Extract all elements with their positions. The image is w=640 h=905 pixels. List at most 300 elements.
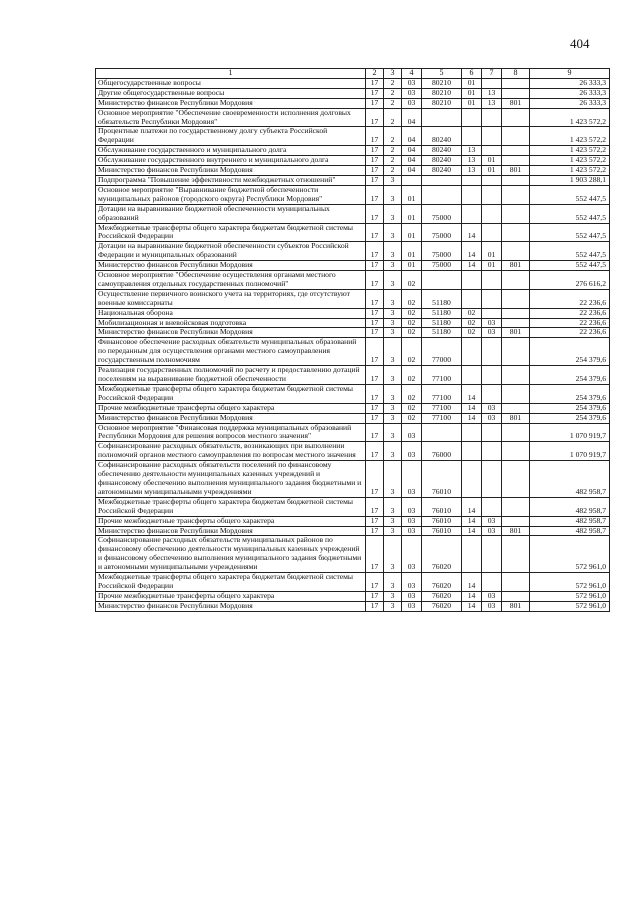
code-cell [482,127,502,146]
code-cell [482,338,502,366]
code-cell: 17 [366,328,384,338]
amount: 552 447,5 [530,185,610,204]
amount: 1 423 572,2 [530,108,610,127]
amount: 254 379,6 [530,403,610,413]
code-cell [422,423,462,442]
code-cell: 02 [402,271,422,290]
table-row [96,516,610,526]
code-cell: 75000 [422,242,462,261]
code-cell: 17 [366,461,384,498]
code-cell: 75000 [422,223,462,242]
code-cell [502,175,530,185]
code-cell: 76000 [422,442,462,461]
amount: 572 961,0 [530,601,610,611]
table-row [96,78,610,88]
item-name: Процентные платежи по государственному долгу субъекта Российской Федерации [96,127,366,146]
code-cell: 02 [462,318,482,328]
code-cell: 03 [482,413,502,423]
amount: 1 423 572,2 [530,166,610,176]
table-row [96,328,610,338]
item-name: Осуществление первичного воинского учета на территориях, где отсутствуют военные комиссариаты [96,289,366,308]
code-cell: 03 [402,78,422,88]
header-cell: 5 [422,69,462,79]
item-name: Софинансирование расходных обязательств поселений по финансовому обеспечению деятельности муниципальных казенных учреждений и финансовому обеспечению выполнения муниципального задания бюджетными и автономными муниципальными учреждениями [96,461,366,498]
code-cell: 77100 [422,413,462,423]
table-row [96,127,610,146]
code-cell [402,175,422,185]
code-cell: 01 [402,223,422,242]
item-name: Министерство финансов Республики Мордовия [96,261,366,271]
code-cell: 2 [384,166,402,176]
code-cell: 3 [384,526,402,536]
code-cell: 03 [482,601,502,611]
code-cell: 03 [402,601,422,611]
code-cell: 2 [384,127,402,146]
item-name: Финансовое обеспечение расходных обязательств муниципальных образований по переданным для осуществления органами местного самоуправления государственным полномочиям [96,338,366,366]
amount: 482 958,7 [530,461,610,498]
table-row [96,185,610,204]
code-cell: 03 [402,497,422,516]
item-name: Другие общегосударственные вопросы [96,88,366,98]
item-name: Прочие межбюджетные трансферты общего характера [96,403,366,413]
code-cell: 01 [462,88,482,98]
code-cell [502,497,530,516]
code-cell: 3 [384,516,402,526]
code-cell [502,185,530,204]
code-cell [502,403,530,413]
code-cell: 801 [502,328,530,338]
code-cell [502,308,530,318]
code-cell: 801 [502,413,530,423]
item-name: Подпрограмма "Повышение эффективности межбюджетных отношений" [96,175,366,185]
code-cell: 80240 [422,156,462,166]
item-name: Национальная оборона [96,308,366,318]
code-cell: 75000 [422,261,462,271]
amount: 22 236,6 [530,289,610,308]
code-cell [482,175,502,185]
code-cell [502,461,530,498]
item-name: Министерство финансов Республики Мордовия [96,328,366,338]
item-name: Софинансирование расходных обязательств, возникающих при выполнении полномочий органов местного самоуправления по вопросам местного значения [96,442,366,461]
code-cell [462,185,482,204]
code-cell: 17 [366,289,384,308]
table-row [96,108,610,127]
table-row [96,461,610,498]
code-cell: 76020 [422,536,462,573]
table-row [96,497,610,516]
code-cell: 2 [384,108,402,127]
amount: 1 070 919,7 [530,442,610,461]
code-cell: 03 [482,591,502,601]
header-cell: 2 [366,69,384,79]
code-cell: 3 [384,403,402,413]
code-cell: 03 [482,403,502,413]
code-cell [482,366,502,385]
code-cell: 17 [366,338,384,366]
amount: 552 447,5 [530,223,610,242]
code-cell: 77100 [422,384,462,403]
header-cell: 7 [482,69,502,79]
code-cell: 17 [366,108,384,127]
code-cell: 17 [366,98,384,108]
table-row [96,271,610,290]
item-name: Министерство финансов Республики Мордовия [96,413,366,423]
code-cell [502,271,530,290]
code-cell: 75000 [422,204,462,223]
code-cell [422,185,462,204]
code-cell [422,175,462,185]
code-cell: 17 [366,423,384,442]
code-cell [502,366,530,385]
code-cell [502,223,530,242]
amount: 254 379,6 [530,413,610,423]
code-cell [482,497,502,516]
code-cell [502,156,530,166]
code-cell: 51180 [422,318,462,328]
item-name: Межбюджетные трансферты общего характера бюджетам бюджетной системы Российской Федерации [96,384,366,403]
code-cell: 02 [402,308,422,318]
code-cell: 3 [384,223,402,242]
amount: 572 961,0 [530,591,610,601]
page-number: 404 [570,36,590,51]
code-cell: 3 [384,185,402,204]
code-cell: 02 [402,338,422,366]
amount: 1 070 919,7 [530,423,610,442]
code-cell: 17 [366,166,384,176]
code-cell: 13 [462,156,482,166]
code-cell: 3 [384,271,402,290]
code-cell: 01 [482,242,502,261]
code-cell: 03 [402,442,422,461]
amount: 552 447,5 [530,204,610,223]
code-cell [502,108,530,127]
code-cell: 17 [366,536,384,573]
amount: 1 903 288,1 [530,175,610,185]
code-cell: 14 [462,573,482,592]
table-row [96,536,610,573]
code-cell: 14 [462,601,482,611]
table-row [96,384,610,403]
code-cell: 17 [366,526,384,536]
table-row [96,601,610,611]
code-cell: 04 [402,166,422,176]
code-cell [462,108,482,127]
code-cell: 3 [384,242,402,261]
header-cell: 6 [462,69,482,79]
code-cell: 17 [366,156,384,166]
code-cell: 14 [462,516,482,526]
code-cell: 17 [366,591,384,601]
item-name: Реализация государственных полномочий по расчету и предоставлению дотаций поселениям на выравнивание бюджетной обеспеченности [96,366,366,385]
item-name: Межбюджетные трансферты общего характера бюджетам бюджетной системы Российской Федерации [96,497,366,516]
table-row [96,308,610,318]
amount: 1 423 572,2 [530,127,610,146]
item-name: Прочие межбюджетные трансферты общего характера [96,516,366,526]
table-row [96,591,610,601]
code-cell [502,318,530,328]
code-cell: 02 [402,366,422,385]
code-cell: 17 [366,308,384,318]
code-cell: 14 [462,223,482,242]
code-cell: 17 [366,497,384,516]
code-cell [422,108,462,127]
code-cell [462,442,482,461]
code-cell: 17 [366,271,384,290]
code-cell: 01 [402,261,422,271]
table-row [96,88,610,98]
item-name: Основное мероприятие "Обеспечение своевременности исполнения долговых обязательств Республики Мордовия" [96,108,366,127]
code-cell: 3 [384,366,402,385]
code-cell: 3 [384,461,402,498]
table-row [96,204,610,223]
item-name: Мобилизационная и вневойсковая подготовка [96,318,366,328]
amount: 254 379,6 [530,338,610,366]
item-name: Обслуживание государственного внутреннего и муниципального долга [96,156,366,166]
item-name: Основное мероприятие "Выравнивание бюджетной обеспеченности муниципальных районов (городского округа) Республики Мордовия" [96,185,366,204]
code-cell [462,338,482,366]
code-cell [462,127,482,146]
code-cell [462,423,482,442]
code-cell: 02 [402,384,422,403]
code-cell: 2 [384,88,402,98]
code-cell [502,242,530,261]
code-cell: 14 [462,242,482,261]
code-cell: 3 [384,591,402,601]
code-cell [502,384,530,403]
code-cell [482,185,502,204]
item-name: Дотации на выравнивание бюджетной обеспеченности муниципальных образований [96,204,366,223]
code-cell: 17 [366,384,384,403]
table-row [96,261,610,271]
code-cell: 02 [402,403,422,413]
table-row [96,98,610,108]
code-cell: 13 [482,88,502,98]
code-cell: 3 [384,442,402,461]
code-cell: 3 [384,175,402,185]
code-cell [482,573,502,592]
code-cell: 3 [384,261,402,271]
code-cell: 17 [366,242,384,261]
code-cell: 17 [366,413,384,423]
code-cell: 02 [462,328,482,338]
budget-table [95,68,610,612]
code-cell [482,289,502,308]
code-cell: 13 [482,98,502,108]
code-cell [502,442,530,461]
code-cell: 03 [402,461,422,498]
header-cell: 8 [502,69,530,79]
code-cell: 01 [482,156,502,166]
code-cell: 17 [366,175,384,185]
code-cell [482,146,502,156]
code-cell: 801 [502,166,530,176]
code-cell: 3 [384,601,402,611]
code-cell [462,271,482,290]
code-cell: 2 [384,78,402,88]
code-cell: 17 [366,601,384,611]
item-name: Общегосударственные вопросы [96,78,366,88]
code-cell [502,516,530,526]
code-cell: 14 [462,403,482,413]
code-cell: 51180 [422,308,462,318]
code-cell: 17 [366,223,384,242]
code-cell: 80240 [422,146,462,156]
code-cell: 3 [384,204,402,223]
code-cell: 801 [502,261,530,271]
code-cell: 3 [384,338,402,366]
code-cell: 2 [384,146,402,156]
amount: 1 423 572,2 [530,146,610,156]
code-cell: 03 [482,526,502,536]
item-name: Прочие межбюджетные трансферты общего характера [96,591,366,601]
amount: 22 236,6 [530,328,610,338]
code-cell: 2 [384,156,402,166]
header-cell: 9 [530,69,610,79]
code-cell [502,536,530,573]
code-cell: 17 [366,573,384,592]
code-cell: 14 [462,526,482,536]
code-cell: 76010 [422,526,462,536]
amount: 26 333,3 [530,98,610,108]
code-cell: 01 [402,204,422,223]
code-cell: 13 [462,146,482,156]
code-cell [482,308,502,318]
code-cell: 80210 [422,78,462,88]
code-cell: 01 [482,166,502,176]
code-cell: 3 [384,573,402,592]
code-cell: 17 [366,204,384,223]
code-cell: 51180 [422,328,462,338]
header-cell: 4 [402,69,422,79]
code-cell [502,423,530,442]
amount: 572 961,0 [530,536,610,573]
item-name: Софинансирование расходных обязательств муниципальных районов по финансовому обеспечению деятельности муниципальных казенных учреждений и финансовому обеспечению выполнения муниципального задания бюджетными и автономными муниципальными учреждениями [96,536,366,573]
code-cell: 76020 [422,591,462,601]
code-cell [462,204,482,223]
code-cell: 13 [462,166,482,176]
code-cell [502,591,530,601]
code-cell [422,271,462,290]
code-cell [502,88,530,98]
code-cell: 3 [384,308,402,318]
code-cell: 801 [502,98,530,108]
table-row [96,573,610,592]
amount: 1 423 572,2 [530,156,610,166]
code-cell [502,573,530,592]
amount: 254 379,6 [530,366,610,385]
code-cell [462,175,482,185]
table-row [96,223,610,242]
code-cell: 02 [402,413,422,423]
item-name: Основное мероприятие "Финансовая поддержка муниципальных образований Республики Мордовия для решения вопросов местного значения" [96,423,366,442]
table-row [96,289,610,308]
code-cell: 80210 [422,88,462,98]
amount: 254 379,6 [530,384,610,403]
code-cell: 80240 [422,166,462,176]
code-cell [502,127,530,146]
code-cell: 02 [402,318,422,328]
code-cell: 801 [502,526,530,536]
code-cell [482,108,502,127]
code-cell: 03 [482,516,502,526]
code-cell: 03 [402,423,422,442]
code-cell: 3 [384,318,402,328]
item-name: Обслуживание государственного и муниципального долга [96,146,366,156]
code-cell: 17 [366,146,384,156]
code-cell [482,384,502,403]
table-row [96,175,610,185]
code-cell: 17 [366,366,384,385]
code-cell: 3 [384,289,402,308]
code-cell: 04 [402,146,422,156]
code-cell: 02 [402,289,422,308]
code-cell: 02 [402,328,422,338]
code-cell [462,289,482,308]
code-cell [482,423,502,442]
code-cell: 01 [482,261,502,271]
code-cell: 77000 [422,338,462,366]
code-cell [502,146,530,156]
code-cell: 17 [366,78,384,88]
code-cell: 04 [402,127,422,146]
code-cell: 03 [402,98,422,108]
code-cell: 17 [366,403,384,413]
item-name: Министерство финансов Республики Мордовия [96,601,366,611]
amount: 26 333,3 [530,78,610,88]
code-cell: 3 [384,423,402,442]
code-cell: 77100 [422,366,462,385]
code-cell: 03 [482,328,502,338]
code-cell: 01 [462,78,482,88]
table-row [96,442,610,461]
amount: 22 236,6 [530,318,610,328]
code-cell: 03 [402,88,422,98]
code-cell: 14 [462,261,482,271]
table-row [96,526,610,536]
amount: 26 333,3 [530,88,610,98]
code-cell: 76020 [422,601,462,611]
code-cell: 801 [502,601,530,611]
code-cell: 01 [462,98,482,108]
table-row [96,423,610,442]
code-cell: 76010 [422,497,462,516]
amount: 482 958,7 [530,526,610,536]
code-cell: 51180 [422,289,462,308]
code-cell: 01 [402,242,422,261]
code-cell: 03 [402,526,422,536]
amount: 552 447,5 [530,261,610,271]
code-cell [482,461,502,498]
code-cell: 14 [462,497,482,516]
code-cell: 3 [384,536,402,573]
code-cell [502,78,530,88]
header-row [96,69,610,79]
code-cell: 14 [462,591,482,601]
code-cell: 17 [366,442,384,461]
amount: 572 961,0 [530,573,610,592]
code-cell [502,289,530,308]
code-cell: 3 [384,384,402,403]
table-row [96,413,610,423]
code-cell: 2 [384,98,402,108]
code-cell: 76020 [422,573,462,592]
code-cell: 17 [366,185,384,204]
code-cell: 03 [402,573,422,592]
code-cell: 04 [402,156,422,166]
table-row [96,403,610,413]
amount: 22 236,6 [530,308,610,318]
table-row [96,338,610,366]
